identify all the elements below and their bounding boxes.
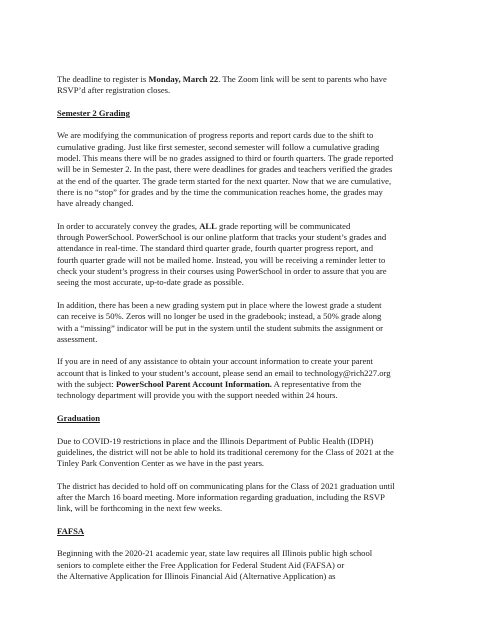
graduation-paragraph-1 [57,436,472,470]
text-line: Due to COVID-19 restrictions in place and the Illinois Department of Public Health (IDPH) [57,435,374,446]
text-line: In order to accurately convey the grades, [57,220,200,231]
text-line: assessment. [57,333,98,344]
text-line: with a “missing” indicator will be put in the system until the student submits the assignment or [57,322,384,333]
grading-heading: Semester 2 Grading [57,107,130,118]
text-line: with the subject: [57,379,116,390]
emphasis-all: ALL [199,220,217,231]
text-line: If you are in need of any assistance to obtain your account information to create your parent [57,356,373,367]
text-line: Tinley Park Convention Center as we have in the past years. [57,458,265,469]
text-line: model. This means there will be no grades assigned to third or fourth quarters. The grade reported [57,153,394,164]
graduation-heading: Graduation [57,412,100,423]
grading-paragraph-4 [57,356,472,401]
deadline-date: Monday, March 22 [148,74,219,84]
grading-paragraph-2 [57,221,472,289]
text-line: seniors to complete either the Free Application for Federal Student Aid (FAFSA) or [57,559,345,570]
intro-text: . The Zoom link will be sent to parents who have [218,74,387,84]
text-line: seeing the most accurate, up-to-date grade as possible. [57,277,244,288]
text-line: have already changed. [57,198,134,209]
fafsa-paragraph-1 [57,548,472,582]
grading-paragraph-3 [57,300,472,345]
text-line: after the March 16 board meeting. More information regarding graduation, including the RSVP [57,491,385,502]
graduation-paragraph-2 [57,481,472,515]
text-line: cumulative grading. Just like first semester, second semester will follow a cumulative grading [57,141,380,152]
text-line: check your student’s progress in their courses using PowerSchool in order to assure that you are [57,266,387,277]
text-line: link, will be forthcoming in the next few weeks. [57,503,223,514]
text-line: there is no “stop” for grades and by the time the communication reaches home, the grades may [57,186,383,197]
text-line: at the end of the quarter. The grade term started for the next quarter. Now that we are cumulative, [57,175,392,186]
text-line: guidelines, the district will not be able to hold its traditional ceremony for the Class of 2021 at the [57,446,394,457]
text-line: The district has decided to hold off on communicating plans for the Class of 2021 graduation until [57,480,395,491]
text-line: Beginning with the 2020-21 academic year, state law requires all Illinois public high school [57,548,373,559]
text-line: We are modifying the communication of progress reports and report cards due to the shift to [57,130,374,141]
grading-paragraph-1 [57,130,472,209]
intro-text: RSVP’d after registration closes. [57,85,171,96]
text-line: can receive is 50%. Zeros will no longer be used in the gradebook; instead, a 50% grade along [57,311,382,322]
text-line: will be in Semester 2. In the past, there were deadlines for grades and teachers verified the grades [57,164,393,175]
text-line: In addition, there has been a new grading system put in place where the lowest grade a student [57,299,382,310]
fafsa-heading: FAFSA [57,525,85,536]
email-subject: PowerSchool Parent Account Information. [115,379,272,390]
text-line: A representative from the [271,379,362,390]
text-line: technology department will provide you with the support needed within 24 hours. [57,390,338,401]
text-line: attendance in real-time. The standard third quarter grade, fourth quarter progress report, and [57,243,374,254]
text-line: the Alternative Application for Illinois Financial Aid (Alternative Application) as [57,571,336,582]
intro-paragraph [57,74,472,97]
text-line: fourth quarter grade will not be mailed home. Instead, you will be receiving a reminder letter to [57,254,386,265]
text-line: through PowerSchool. PowerSchool is our online platform that tracks your student’s grades and [57,232,387,243]
intro-text: The deadline to register is [57,74,149,84]
text-line: grade reporting will be communicated [216,220,351,231]
text-line: account that is linked to your student’s account, please send an email to technology@rich227.org [57,367,391,378]
